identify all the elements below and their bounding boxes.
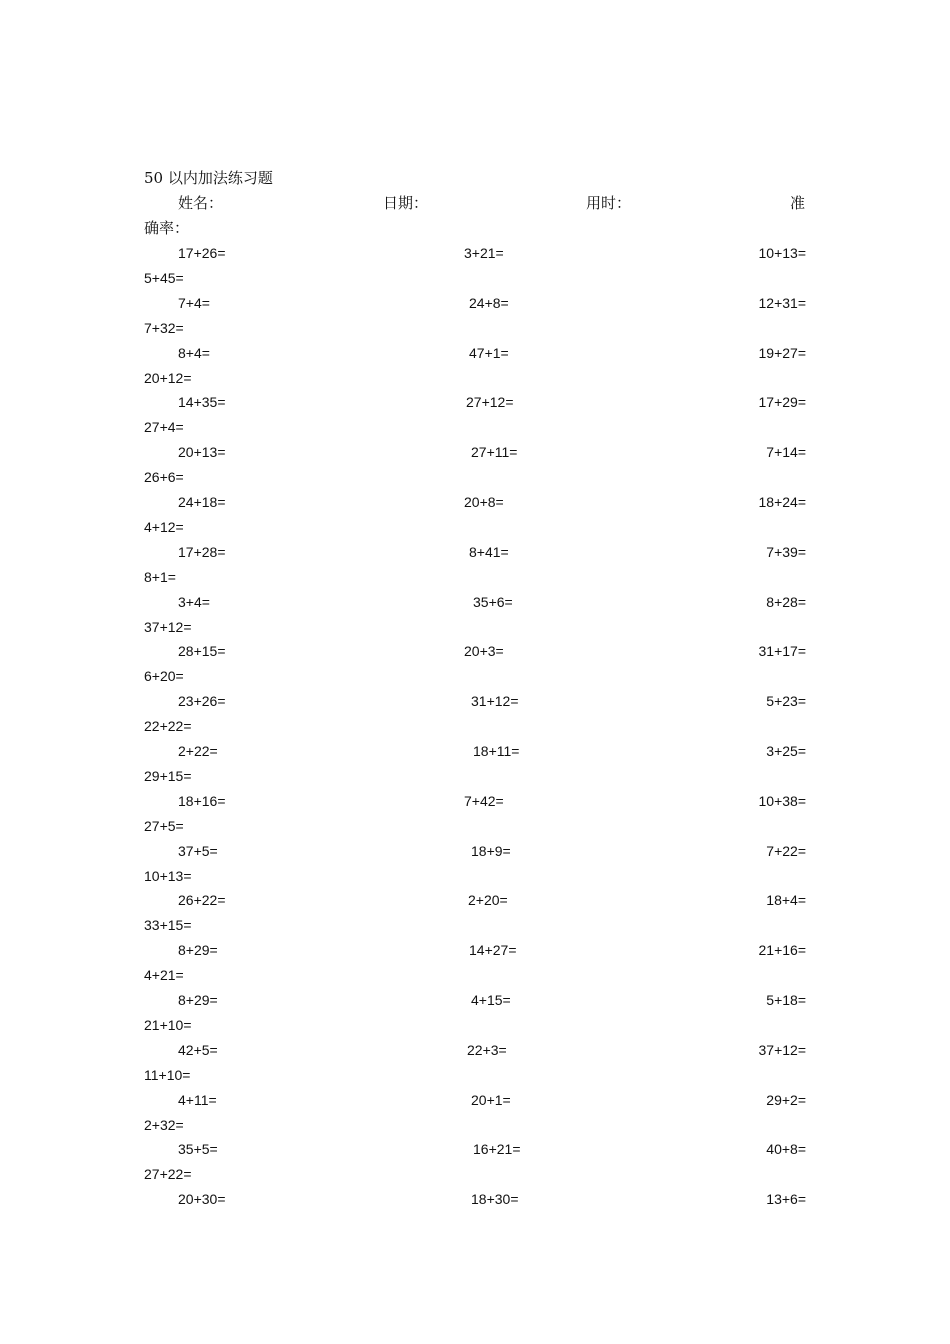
problem-col-1: 20+30=: [178, 1191, 226, 1208]
problem-col-2: 20+3=: [464, 643, 504, 660]
date-label: 日期：: [383, 194, 429, 212]
problem-col-4: 26+6=: [144, 469, 184, 486]
problem-col-3: 19+27=: [758, 344, 806, 361]
problem-col-3: 31+17=: [758, 643, 806, 660]
problem-col-4: 20+12=: [144, 369, 192, 386]
problem-col-3: 5+23=: [766, 693, 806, 710]
problem-col-3: 7+39=: [766, 543, 806, 560]
problem-col-1: 2+22=: [178, 743, 218, 759]
problem-col-3: 5+18=: [766, 992, 806, 1008]
problem-col-1: 3+4=: [178, 593, 210, 610]
problem-col-3: 7+14=: [766, 444, 806, 461]
problem-col-1: 20+13=: [178, 444, 226, 461]
problem-col-2: 3+21=: [464, 245, 504, 261]
problem-col-4: 10+13=: [144, 867, 192, 884]
problem-col-2: 31+12=: [471, 693, 519, 710]
problem-col-4: 2+32=: [144, 1116, 184, 1133]
problem-col-3: 10+13=: [758, 245, 806, 261]
problem-col-2: 35+6=: [473, 593, 513, 610]
problem-col-3: 18+4=: [766, 892, 806, 909]
problem-col-3: 7+22=: [766, 842, 806, 859]
problem-col-1: 28+15=: [178, 643, 226, 660]
problem-col-3: 10+38=: [758, 792, 806, 809]
problem-col-1: 26+22=: [178, 892, 226, 909]
problem-col-4: 29+15=: [144, 768, 192, 784]
problem-col-3: 21+16=: [758, 942, 806, 959]
problem-col-4: 22+22=: [144, 718, 192, 735]
problem-col-1: 42+5=: [178, 1041, 218, 1058]
problem-col-1: 4+11=: [178, 1091, 217, 1108]
problem-col-2: 16+21=: [473, 1141, 521, 1158]
problem-col-4: 27+22=: [144, 1166, 192, 1183]
problem-col-4: 7+32=: [144, 319, 184, 336]
problem-col-4: 37+12=: [144, 618, 192, 635]
problem-col-2: 27+11=: [471, 444, 518, 461]
problem-col-2: 24+8=: [469, 294, 509, 311]
problem-col-2: 27+12=: [466, 394, 514, 411]
problem-col-3: 29+2=: [766, 1091, 806, 1108]
problem-col-3: 18+24=: [758, 494, 806, 510]
problem-col-4: 4+12=: [144, 519, 184, 535]
problem-col-4: 6+20=: [144, 668, 184, 685]
problem-col-3: 17+29=: [758, 394, 806, 411]
problem-col-1: 7+4=: [178, 294, 210, 311]
problem-col-2: 18+9=: [471, 842, 511, 859]
problem-col-2: 20+1=: [471, 1091, 511, 1108]
problem-col-1: 18+16=: [178, 792, 226, 809]
page-title: 50 以内加法练习题: [144, 169, 273, 187]
problem-col-1: 35+5=: [178, 1141, 218, 1158]
problem-col-4: 4+21=: [144, 967, 184, 984]
problem-col-2: 7+42=: [464, 792, 504, 809]
problem-col-4: 27+5=: [144, 817, 184, 834]
problem-col-3: 3+25=: [766, 743, 806, 759]
problem-col-2: 18+30=: [471, 1191, 519, 1208]
problem-col-2: 22+3=: [467, 1041, 507, 1058]
problem-col-4: 11+10=: [144, 1066, 191, 1083]
problem-col-3: 13+6=: [766, 1191, 806, 1208]
problem-col-2: 4+15=: [471, 992, 511, 1008]
problem-col-2: 2+20=: [468, 892, 508, 909]
accuracy-label-start: 准: [790, 194, 806, 212]
problem-col-1: 8+29=: [178, 942, 218, 959]
problem-col-3: 12+31=: [758, 294, 806, 311]
problem-col-3: 37+12=: [758, 1041, 806, 1058]
problem-col-1: 23+26=: [178, 693, 226, 710]
problem-col-1: 37+5=: [178, 842, 218, 859]
problem-col-2: 14+27=: [469, 942, 517, 959]
problem-col-1: 14+35=: [178, 394, 226, 411]
problem-col-2: 47+1=: [469, 344, 509, 361]
time-label: 用时：: [586, 194, 632, 212]
problem-col-4: 33+15=: [144, 917, 192, 934]
problem-col-1: 17+28=: [178, 543, 226, 560]
accuracy-label-end: 确率：: [144, 219, 190, 237]
problem-col-1: 8+29=: [178, 992, 218, 1008]
problem-col-2: 20+8=: [464, 494, 504, 510]
problem-col-2: 18+11=: [473, 743, 520, 759]
problem-col-1: 17+26=: [178, 245, 226, 261]
problem-col-4: 27+4=: [144, 419, 184, 436]
problem-col-4: 21+10=: [144, 1017, 192, 1033]
problem-col-1: 8+4=: [178, 344, 210, 361]
name-label: 姓名：: [178, 194, 224, 212]
problem-col-4: 5+45=: [144, 270, 184, 286]
problem-col-3: 40+8=: [766, 1141, 806, 1158]
problem-col-4: 8+1=: [144, 568, 176, 585]
problem-col-3: 8+28=: [766, 593, 806, 610]
problem-col-2: 8+41=: [469, 543, 509, 560]
problem-col-1: 24+18=: [178, 494, 226, 510]
